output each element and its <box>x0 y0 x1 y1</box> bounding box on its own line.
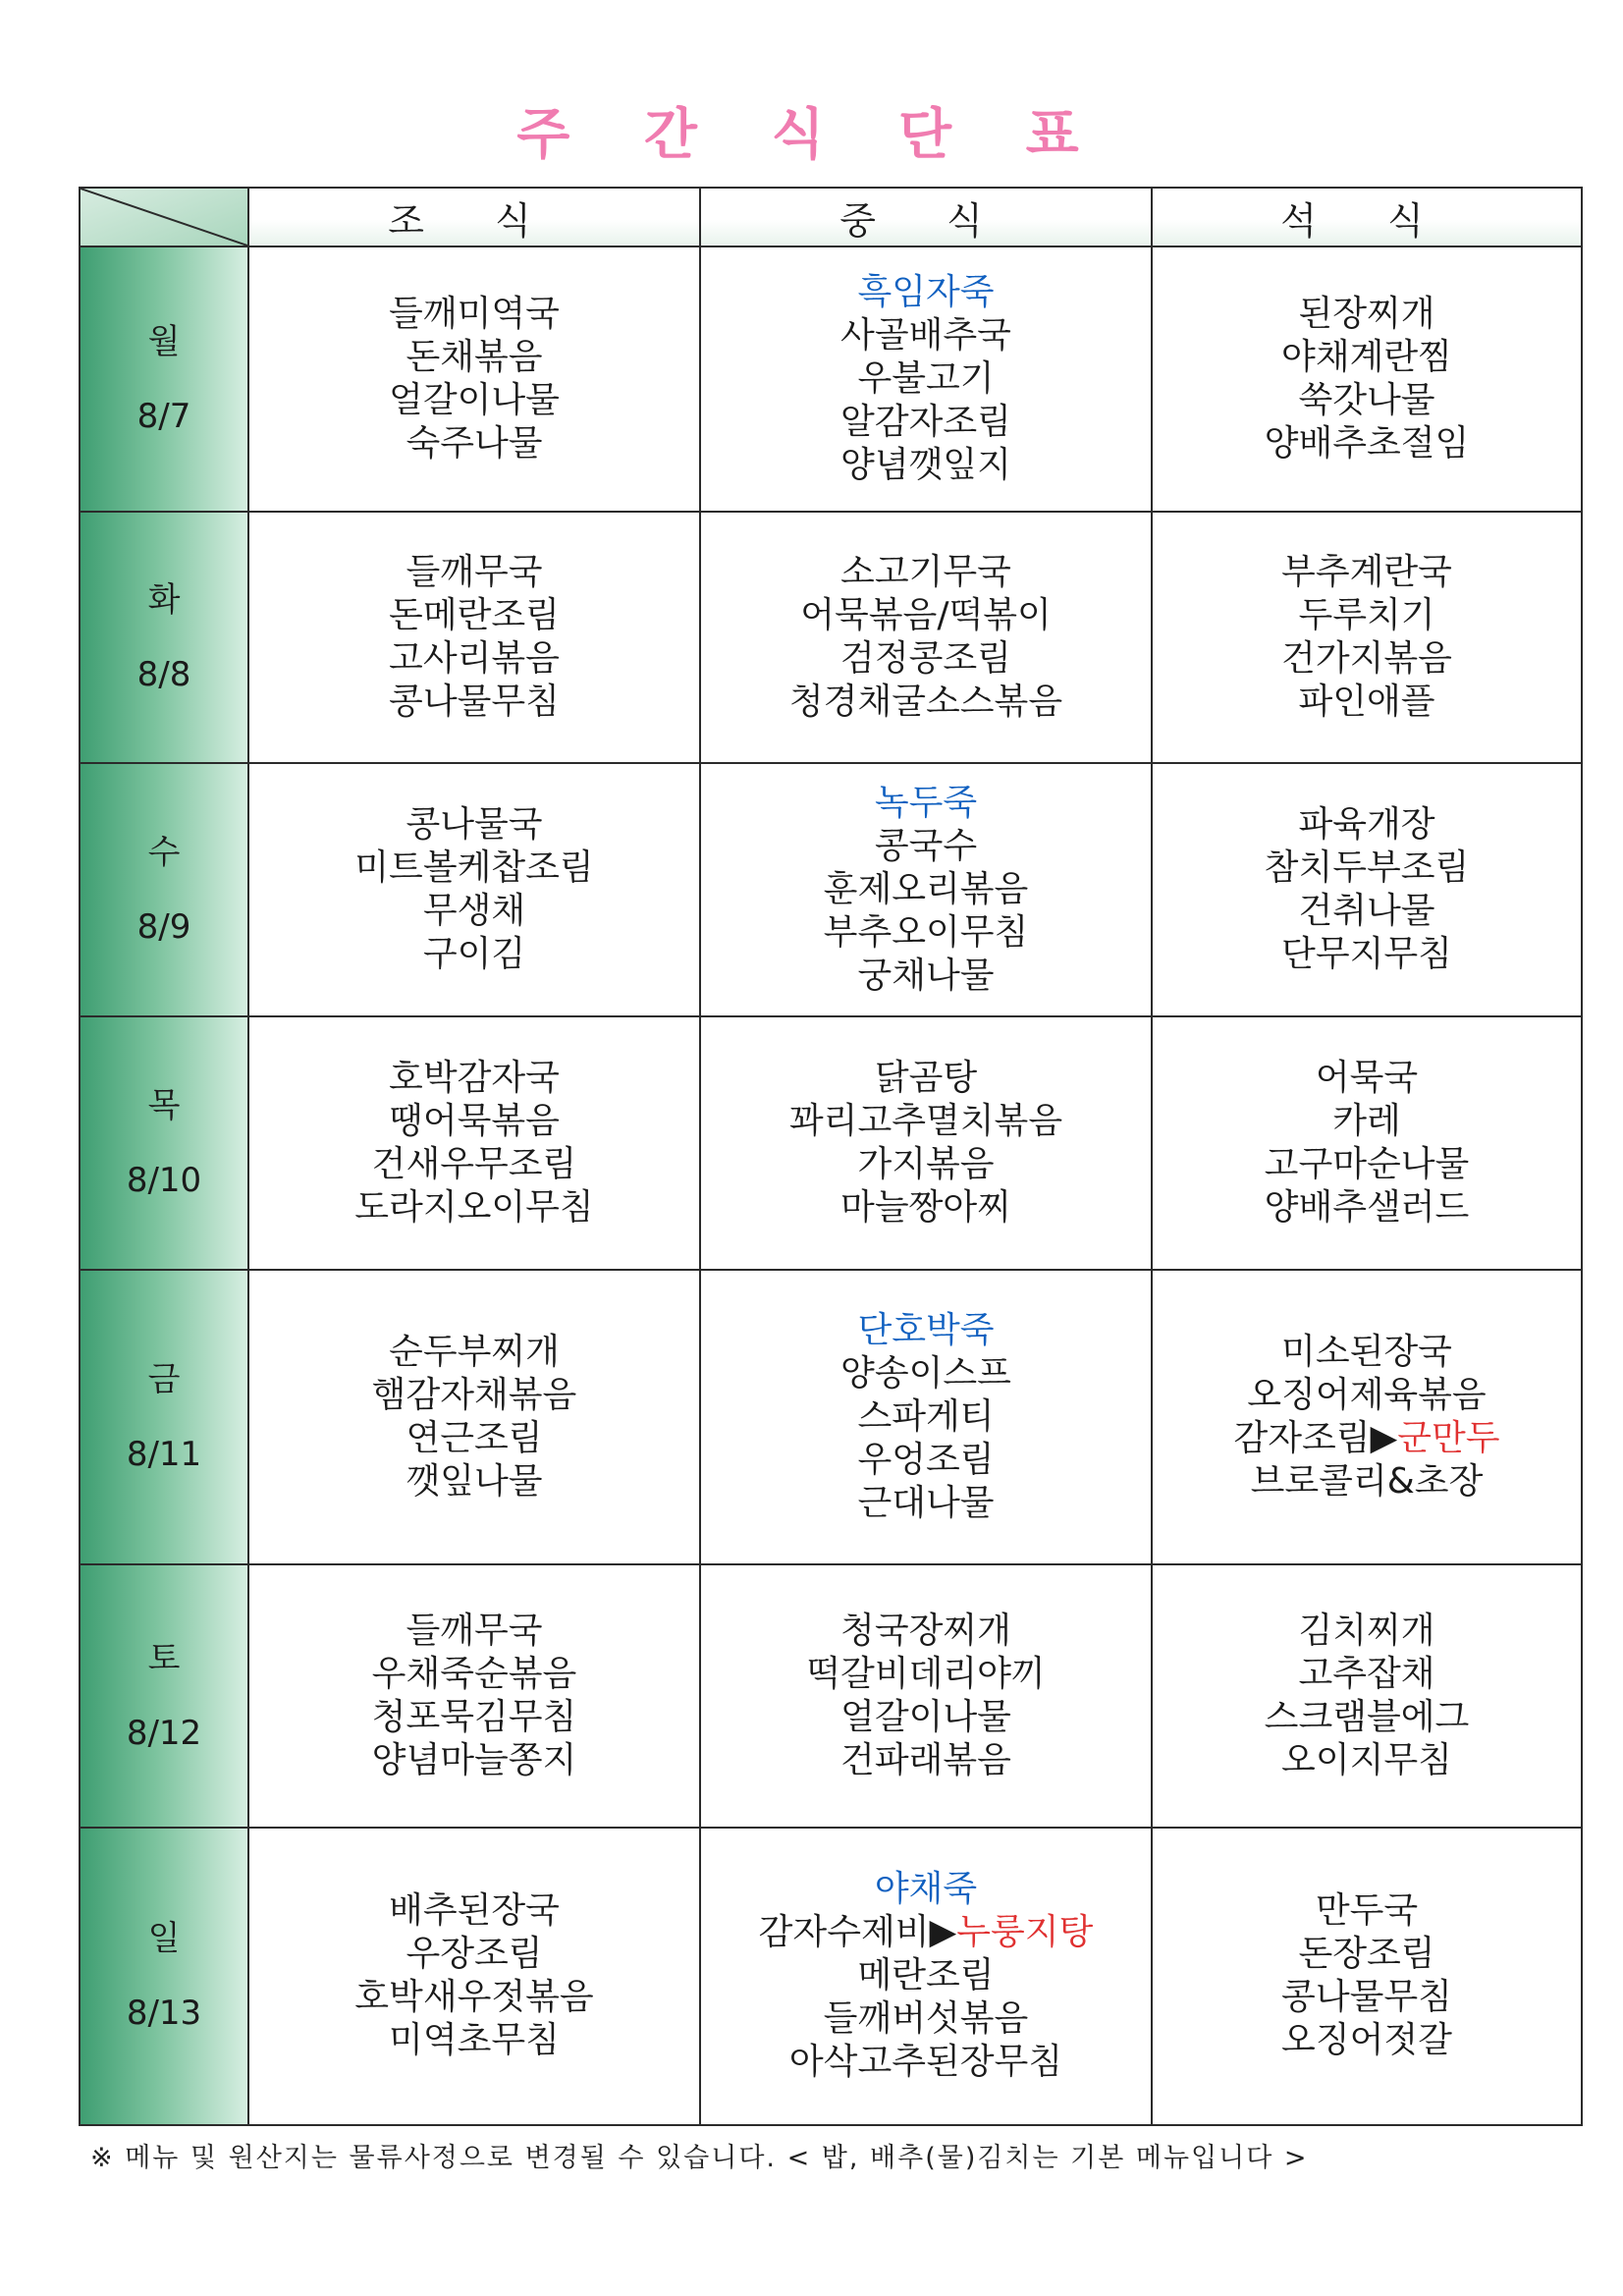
menu-item: 콩나물무침 <box>389 681 560 722</box>
dinner-cell <box>1152 1828 1582 2125</box>
menu-item: 근대나물 <box>857 1482 995 1523</box>
day-name: 토 <box>147 1638 181 1678</box>
menu-item: 양배추샐러드 <box>1264 1186 1470 1228</box>
menu-item: 들깨무국 <box>406 551 543 592</box>
menu-item: 파인애플 <box>1298 681 1435 722</box>
menu-item: 순두부찌개 <box>389 1331 560 1372</box>
menu-item: 무생채 <box>422 890 526 931</box>
day-name: 금 <box>147 1359 181 1399</box>
menu-item: 꽈리고추멸치볶음 <box>788 1100 1063 1141</box>
menu-item: 가지볶음 <box>857 1143 995 1184</box>
menu-item: 호박감자국 <box>389 1057 560 1098</box>
day-name: 일 <box>147 1919 181 1959</box>
corner-cell <box>80 188 248 246</box>
menu-item: 스크램블에그 <box>1264 1696 1470 1737</box>
lunch-cell <box>700 1270 1152 1564</box>
menu-item: 미트볼케찹조림 <box>354 847 594 888</box>
breakfast-cell <box>248 1828 700 2125</box>
menu-item: 사골배추국 <box>840 314 1011 355</box>
menu-item: 양념마늘쫑지 <box>371 1739 577 1780</box>
menu-item: 양념깻잎지 <box>840 444 1011 485</box>
menu-item: 궁채나물 <box>857 955 995 996</box>
menu-item: 미소된장국 <box>1281 1331 1452 1372</box>
menu-item: 고추잡채 <box>1298 1653 1435 1694</box>
menu-item: 우엉조림 <box>857 1439 995 1480</box>
swap-arrow-icon: ▶ <box>1370 1417 1398 1458</box>
menu-swap-item <box>701 1911 1151 1954</box>
special-porridge: 단호박죽 <box>857 1309 995 1350</box>
menu-item: 건취나물 <box>1298 890 1435 931</box>
menu-item: 카레 <box>1332 1100 1401 1141</box>
lunch-cell <box>700 1828 1152 2125</box>
dinner-cell <box>1152 246 1582 512</box>
header-row <box>80 188 1582 246</box>
menu-item: 어묵국 <box>1315 1057 1419 1098</box>
day-row <box>80 1016 1582 1270</box>
diagonal-line <box>81 189 247 246</box>
day-cell <box>80 1564 248 1828</box>
menu-item: 양배추초절임 <box>1264 422 1470 464</box>
menu-item: 쑥갓나물 <box>1298 379 1435 420</box>
menu-item: 고사리볶음 <box>389 637 560 679</box>
menu-item: 땡어묵볶음 <box>389 1100 560 1141</box>
day-row <box>80 1270 1582 1564</box>
menu-item: 깻잎나물 <box>406 1460 543 1502</box>
day-row <box>80 763 1582 1016</box>
menu-item: 두루치기 <box>1298 594 1435 635</box>
lunch-cell <box>700 512 1152 763</box>
breakfast-cell <box>248 1016 700 1270</box>
special-porridge: 흑임자죽 <box>857 271 995 312</box>
menu-item: 메란조림 <box>857 1955 995 1996</box>
menu-item: 청경채굴소스볶음 <box>788 681 1063 722</box>
menu-item: 돈장조림 <box>1298 1934 1435 1975</box>
day-row <box>80 1564 1582 1828</box>
menu-item: 고구마순나물 <box>1264 1143 1470 1184</box>
menu-item: 얼갈이나물 <box>840 1696 1011 1737</box>
menu-item: 건가지볶음 <box>1281 637 1452 679</box>
header-dinner: 석 식 <box>1152 188 1582 246</box>
menu-item: 소고기무국 <box>840 551 1011 592</box>
menu-item: 청포묵김무침 <box>371 1696 577 1737</box>
menu-item: 햄감자채볶음 <box>371 1374 577 1415</box>
day-cell <box>80 1270 248 1564</box>
footnote: ※ 메뉴 및 원산지는 물류사정으로 변경될 수 있습니다. < 밥, 배추(물)김치는 기본 메뉴입니다 > <box>90 2143 1309 2173</box>
day-name: 화 <box>147 579 181 620</box>
special-porridge: 녹두죽 <box>874 782 978 823</box>
menu-item: 숙주나물 <box>406 422 543 464</box>
day-cell <box>80 1828 248 2125</box>
day-date: 8/11 <box>126 1434 202 1474</box>
day-date: 8/9 <box>136 906 191 947</box>
day-date: 8/12 <box>126 1713 202 1753</box>
menu-item: 부추계란국 <box>1281 551 1452 592</box>
weekly-menu-table <box>79 187 1583 2126</box>
menu-swap-item <box>1153 1417 1581 1460</box>
menu-item: 들깨버섯볶음 <box>823 1998 1029 2040</box>
menu-item: 들깨무국 <box>406 1610 543 1651</box>
menu-item: 도라지오이무침 <box>354 1186 594 1228</box>
menu-item: 단무지무침 <box>1281 933 1452 974</box>
menu-item: 닭곰탕 <box>874 1057 978 1098</box>
menu-item: 오징어젓갈 <box>1281 2020 1452 2061</box>
menu-item: 검정콩조림 <box>840 637 1011 679</box>
day-name: 월 <box>147 321 181 361</box>
menu-item: 야채계란찜 <box>1281 336 1452 377</box>
menu-item: 훈제오리볶음 <box>823 868 1029 909</box>
menu-item: 건파래볶음 <box>840 1739 1011 1780</box>
menu-item: 우장조림 <box>406 1934 543 1975</box>
menu-item: 떡갈비데리야끼 <box>806 1653 1046 1694</box>
menu-item: 미역초무침 <box>389 2020 560 2061</box>
day-date: 8/10 <box>126 1160 202 1200</box>
day-cell <box>80 763 248 1016</box>
menu-item: 부추오이무침 <box>823 911 1029 953</box>
menu-item: 만두국 <box>1315 1890 1419 1932</box>
menu-item: 양송이스프 <box>840 1352 1011 1394</box>
menu-item: 마늘짱아찌 <box>840 1186 1011 1228</box>
menu-item: 들깨미역국 <box>389 293 560 334</box>
dinner-cell <box>1152 1270 1582 1564</box>
day-row <box>80 512 1582 763</box>
dinner-cell <box>1152 763 1582 1016</box>
menu-item: 어묵볶음/떡볶이 <box>800 594 1052 635</box>
menu-item: 콩나물국 <box>406 803 543 845</box>
lunch-cell <box>700 763 1152 1016</box>
day-cell <box>80 246 248 512</box>
breakfast-cell <box>248 763 700 1016</box>
lunch-cell <box>700 1016 1152 1270</box>
lunch-cell <box>700 1564 1152 1828</box>
menu-item: 배추된장국 <box>389 1890 560 1932</box>
menu-item: 오징어제육볶음 <box>1247 1374 1487 1415</box>
dinner-cell <box>1152 512 1582 763</box>
lunch-cell <box>700 246 1152 512</box>
menu-item: 돈메란조림 <box>389 594 560 635</box>
menu-item: 콩국수 <box>874 825 978 866</box>
menu-item: 오이지무침 <box>1281 1739 1452 1780</box>
menu-item: 아삭고추된장무침 <box>788 2042 1063 2083</box>
day-date: 8/8 <box>136 654 191 694</box>
swap-arrow-icon: ▶ <box>929 1912 957 1953</box>
dinner-cell <box>1152 1564 1582 1828</box>
header-breakfast: 조 식 <box>248 188 700 246</box>
swap-from: 감자수제비 <box>758 1912 930 1953</box>
menu-item: 돈채볶음 <box>406 336 543 377</box>
day-row <box>80 246 1582 512</box>
menu-item: 파육개장 <box>1298 803 1435 845</box>
swap-to: 누룽지탕 <box>956 1912 1094 1953</box>
header-lunch: 중 식 <box>700 188 1152 246</box>
day-row <box>80 1828 1582 2125</box>
page-title: 주 간 식 단 표 <box>516 103 1107 167</box>
menu-item: 스파게티 <box>857 1395 995 1437</box>
dinner-cell <box>1152 1016 1582 1270</box>
menu-item: 연근조림 <box>406 1417 543 1458</box>
menu-item: 브로콜리&초장 <box>1250 1460 1484 1502</box>
special-porridge: 야채죽 <box>874 1869 978 1910</box>
menu-item: 콩나물무침 <box>1281 1977 1452 2018</box>
day-date: 8/13 <box>126 1994 202 2034</box>
menu-item: 구이김 <box>422 933 526 974</box>
day-date: 8/7 <box>136 396 191 436</box>
menu-item: 참치두부조림 <box>1264 847 1470 888</box>
breakfast-cell <box>248 1564 700 1828</box>
menu-item: 된장찌개 <box>1298 293 1435 334</box>
menu-item: 알감자조림 <box>840 401 1011 442</box>
breakfast-cell <box>248 512 700 763</box>
menu-item: 얼갈이나물 <box>389 379 560 420</box>
day-name: 수 <box>147 832 181 872</box>
menu-item: 김치찌개 <box>1298 1610 1435 1651</box>
swap-from: 감자조림 <box>1233 1417 1371 1458</box>
breakfast-cell <box>248 1270 700 1564</box>
menu-item: 건새우무조림 <box>371 1143 577 1184</box>
day-cell <box>80 1016 248 1270</box>
day-name: 목 <box>147 1085 181 1125</box>
breakfast-cell <box>248 246 700 512</box>
menu-item: 우불고기 <box>857 357 995 399</box>
day-cell <box>80 512 248 763</box>
menu-item: 청국장찌개 <box>840 1610 1011 1651</box>
menu-item: 우채죽순볶음 <box>371 1653 577 1694</box>
menu-item: 호박새우젓볶음 <box>354 1977 594 2018</box>
swap-to: 군만두 <box>1397 1417 1500 1458</box>
